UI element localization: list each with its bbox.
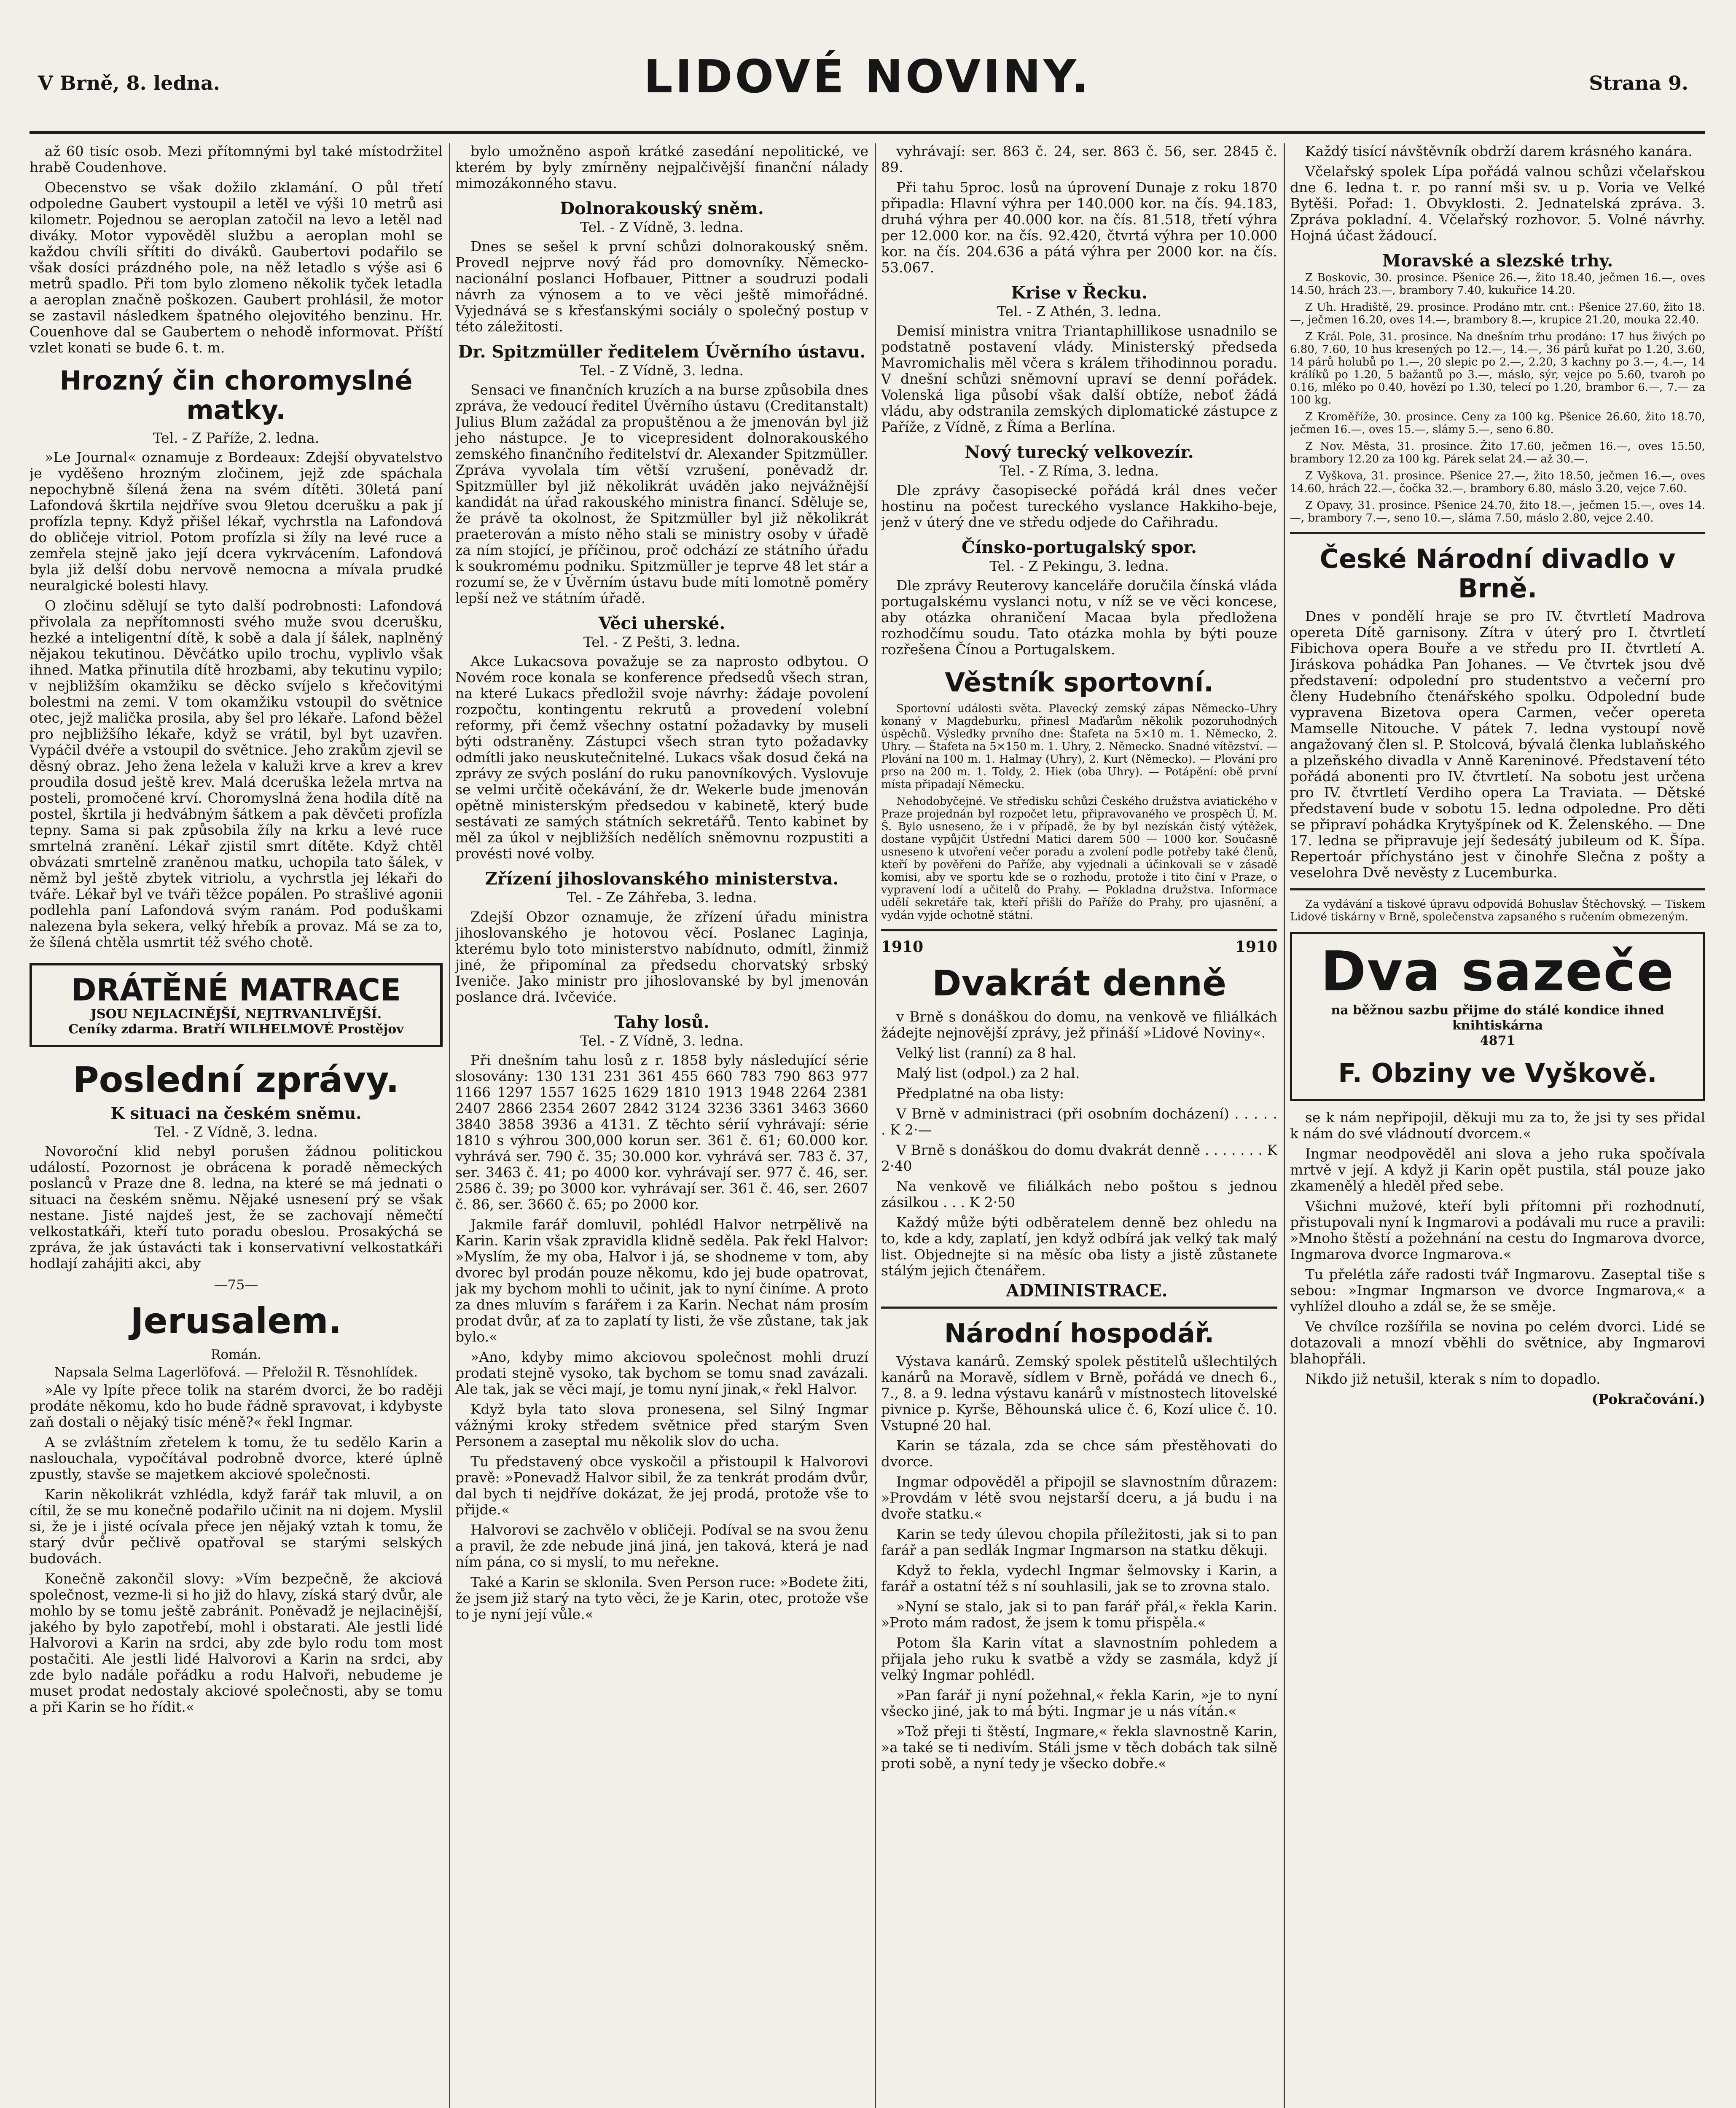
china-paragraph: Dle zprávy Reuterovy kanceláře doručila čínská vláda portugalskému vyslanci notu, v níž se ve věci koncese, aby otázka ohraničení Macaa byla předložena rozhodčímu soudu. Tato otázka mohla by býti pouze rozřešena Čínou a Portugalskem. — [881, 577, 1277, 658]
lottery-headline: Tahy losů. — [614, 1012, 709, 1032]
masthead — [30, 25, 1705, 134]
sport-paragraph: Sportovní události světa. Plavecký zemský zápas Německo–Uhry konaný v Magdeburku, přinesl Maďarům několik pozoruhodných úspěchů. Výsledky prvního dne: Štafeta na 5×10 m. 1. Německo, 2. Uhry. — Štafeta na 5×150 m. 1. Uhry, 2. Německo. Snadné vítězství. — Plování na 100 m. 1. Halmay (Uhry), 2. Kurt (Německo). — Plování pro prso na 200 m. 1. Toldy, 2. Hiek (oba Uhry). — Potápění: obě první místa připadají Německu. — [881, 702, 1277, 791]
subscription-line: Předplatné na oba listy: — [896, 1085, 1064, 1102]
politics-paragraph: bylo umožněno aspoň krátké zasedání nepolitické, ve kterém by byly zmírněny nejpalčivější finanční nálady mimozákonného stavu. — [455, 143, 868, 191]
administration-signature: ADMINISTRACE. — [1006, 1281, 1168, 1301]
china-headline: Čínsko-portugalský spor. — [962, 538, 1197, 557]
hungary-headline: Věci uherské. — [598, 613, 726, 633]
economy-headline: Národní hospodář. — [944, 1318, 1215, 1349]
latest-news-subheadline: K situaci na českém sněmu. — [110, 1104, 362, 1123]
turkey-headline: Nový turecký velkovezír. — [965, 442, 1194, 462]
ad-headline: Dva sazeče — [1320, 939, 1675, 1003]
section-rule — [1290, 888, 1705, 890]
market-report: Z Vyškova, 31. prosince. Pšenice 27.—, žito 18.50, ječmen 16.—, oves 14.60, hrách 22.—, čočka 32.—, brambory 6.80, máslo 3.20, vejce 7.60. — [1290, 470, 1705, 495]
ad-rule-top — [881, 929, 1277, 931]
china-dateline: Tel. - Z Pekingu, 3. ledna. — [989, 558, 1169, 574]
novel-paragraph: Potom šla Karin vítat a slavnostním pohledem a přijala jeho ruku k svatbě a vždy se zasmála, když jí velký Ingmar pohlédl. — [881, 1635, 1277, 1683]
novel-paragraph: Jakmile farář domluvil, pohlédl Halvor netrpělivě na Karin. Karin však zpravidla klidně seděla. Pak řekl Halvor: »Myslím, že my oba, Halvor i já, se shodneme v tom, aby dvorec byl prodán pouze někomu, kdo jej bude opatrovat, jak my bychom mohli to učinit, jak to nyní činíme. A proto za dnes mluvím s farářem i za Karin. Nechat nám prosím prodat dvůr, ať za to zaplatí ty listi, že vše zůstane, tak jak bylo.« — [455, 1216, 868, 1345]
greece-headline: Krise v Řecku. — [1011, 283, 1147, 303]
ad-year-left: 1910 — [881, 938, 924, 956]
sport-headline: Věstník sportovní. — [945, 667, 1214, 698]
novel-paragraph: Halvorovi se zachvělo v obličeji. Podíval se na svou ženu a pravil, že zde nebude jiná jiná, jen taková, která je nad ním pána, co si myslí, to mu neřekne. — [455, 1522, 868, 1570]
market-report: Z Opavy, 31. prosince. Pšenice 24.70, žito 18.—, ječmen 15.—, oves 14.—, brambory 7.—, seno 10.—, sláma 7.50, máslo 2.80, vejce 2.40. — [1290, 499, 1705, 524]
serial-number: —75— — [214, 1277, 258, 1293]
typesetter-advertisement — [1290, 932, 1705, 1101]
crime-paragraph: »Le Journal« oznamuje z Bordeaux: Zdejší obyvatelstvo je vyděšeno hrozným zločinem, jejž zde spáchala nepochybně šílená žena na svém dítěti. 30letá paní Lafondová škrtila nejdříve svou 9letou dcerušku a pak jí profízla tepny. Když přišel lékař, vychrstla na Lafondová do obličeje vitriol. Potom profízla si žíly na levé ruce a zemřela stejně jako její dcera vykrvácením. Lafondová byla již delší dobu nervově nemocna a mívala prudké neuralgické bolesti hlavy. — [30, 449, 443, 594]
subscription-paragraph: Každý může býti odběratelem denně bez ohledu na to, kde a kdy, zaplatí, jen když odbírá jak velký tak malý list. Objednejte si na měsíc oba listy a jistě zůstanete stálým jejich čtenářem. — [881, 1214, 1277, 1279]
lower-austria-headline: Dolnorakouský sněm. — [560, 199, 764, 218]
column-divider — [449, 143, 450, 2108]
novel-paragraph: Ingmar neodpověděl ani slova a jeho ruka spočívala mrtvě v její. A když ji Karin opět pustila, stál pouze jako zkamenělý a hleděl před sebe. — [1290, 1145, 1705, 1194]
mattress-advertisement — [30, 963, 443, 1047]
novel-paragraph: Když to řekla, vydechl Ingmar šelmovsky i Karin, a farář a ostatní též s ní souhlasili, jak se to zrovna stalo. — [881, 1562, 1277, 1594]
novel-author: Napsala Selma Lagerlöfová. — Přeložil R. Těsnohlídek. — [54, 1365, 418, 1380]
aviation-paragraph: až 60 tisíc osob. Mezi přítomnými byl také místodržitel hrabě Coudenhove. — [30, 143, 443, 175]
issue-date: V Brně, 8. ledna. — [38, 72, 220, 94]
ad-years — [881, 939, 1277, 955]
crime-headline: Hrozný čin choromyslné matky. — [59, 365, 413, 425]
subscription-line: Malý list (odpol.) za 2 hal. — [896, 1065, 1080, 1081]
greece-paragraph: Demisí ministra vnitra Triantaphillikose usnadnilo se podstatně postavení vlády. Ministerský předseda Mavromichalis měl včera s králem třihodinnou poradu. V dnešní schůzi sněmovní upraví se denní pořádek. Volenská liga působí však další obtíže, neboť žádá vládu, aby odstranila zemských diplomatické zástupce z Paříže, z Vídně, z Říma a Berlína. — [881, 323, 1277, 435]
market-report: Z Boskovic, 30. prosince. Pšenice 26.—, žito 18.40, ječmen 16.—, oves 14.50, hrách 23.—, brambory 7.40, kukuřice 14.20. — [1290, 272, 1705, 297]
market-report: Z Nov. Města, 31. prosince. Žito 17.60, ječmen 16.—, oves 15.50, brambory 12.20 za 100 kg. Párek selat 24.— až 30.—. — [1290, 440, 1705, 465]
ad-title: DRÁTĚNÉ MATRACE — [71, 972, 401, 1008]
ad-year-right: 1910 — [1235, 938, 1277, 956]
spitzmuller-headline: Dr. Spitzmüller ředitelem Úvěrního ústavu. — [458, 342, 866, 362]
novel-paragraph: »Ano, kdyby mimo akciovou společnost mohli druzí prodati stejně vysoko, tak bychom se tomu snad zavázali. Ale tak, jak se věci mají, je tomu nyní jinak,« řekl Halvor. — [455, 1349, 868, 1397]
novel-paragraph: Karin se tedy úlevou chopila příležitosti, jak si to pan farář a pan sedlák Ingmar Ingmarson na statku děkuji. — [881, 1526, 1277, 1558]
lottery-dateline: Tel. - Z Vídně, 3. ledna. — [580, 1032, 744, 1049]
novel-paragraph: Tu představený obce vyskočil a přistoupil k Halvorovi pravě: »Ponevadž Halvor sibil, že za tenkrát prodám dvůr, dal bych ti nejdříve dokázat, že jej prodá, protože vše to přijde.« — [455, 1453, 868, 1518]
novel-paragraph: Všichni mužové, kteří byli přítomni při rozhodnutí, přistupovali nyní k Ingmarovi a podávali mu ruce a pravili: »Mnoho štěstí a požehnání na cestu do Ingmarova dvorce, Ingmarova dvorce Ingmarova.« — [1290, 1198, 1705, 1262]
subscription-paragraph: v Brně s donáškou do domu, na venkově ve filiálkách žádejte nejnovější zprávy, jež přináší »Lidové Noviny«. — [881, 1008, 1277, 1041]
lottery-results-paragraph: Při tahu 5proc. losů na úprovení Dunaje z roku 1870 připadla: Hlavní výhra per 140.000 kor. na čís. 94.183, druhá výhra per 40.000 kor. na čís. 81.518, třetí výhra per 12.000 kor. na čís. 92.420, čtvrtá výhra per 10.000 kor. na čís. 204.636 a pátá výhra per 2000 kor. na čís. 53.067. — [881, 179, 1277, 276]
subscription-line: V Brně s donáškou do domu dvakrát denně . . . . . . . K 2·40 — [881, 1142, 1277, 1174]
canary-paragraph: Každý tisící návštěvník obdrží darem krásného kanára. — [1305, 143, 1693, 159]
beekeeping-paragraph: Včelařský spolek Lípa pořádá valnou schůzi včelařskou dne 6. ledna t. r. po ranní mši sv. u p. Voria ve Velké Bytěši. Pořad: 1. Obvyklosti. 2. Jednatelská zpráva. 3. Zpráva pokladní. 4. Včelařský rozhovor. 5. Volné návrhy. Hojná účast žádoucí. — [1290, 163, 1705, 244]
sport-paragraph: Nehodobyčejné. Ve středisku schůzi Českého družstva aviatického v Praze projednán byl rozpočet letu, připravovaného ve prospěch Ú. M. Š. Bylo usneseno, že i v případě, že by byl nezískán čistý výtěžek, dostane vypůjčit Ústřední Matici darem 500 — 1000 kor. Současně usneseno k utvoření večer poradu a zvolení podle potřeby také členů, kteří by pověřeni do Paříže, aby vyjednali a účinkovali se v zásadě komisi, aby ve sportu kde se o rozhodu, protože i tito činí v Praze, o vypravení lodí a učitelů do Prahy. — Pokladna družstva. Informace udělí sekretáře tak, kteří přišli do Paříže do Prahy, pro ujasnění, a vydán vyjde ochotně státní. — [881, 795, 1277, 922]
crime-dateline: Tel. - Z Paříže, 2. ledna. — [153, 430, 320, 446]
ministry-headline: Zřízení jihoslovanského ministerstva. — [485, 869, 839, 889]
ad-number: 4871 — [1480, 1033, 1516, 1048]
ministry-paragraph: Zdejší Obzor oznamuje, že zřízení úřadu ministra jihoslovanského je hotovou věcí. Poslanec Laginja, kterému bylo toto ministerstvo nabídnuto, odmítl, žinmiž jiné, že připomínal za předsedu chorvatský srbský Iveniče. Jako ministr pro jihoslovanské by byl jmenován poslance drá. Ivčeviće. — [455, 909, 868, 1005]
novel-paragraph: Ve chvílce rozšířila se novina po celém dvorci. Lidé se dotazovali a mnozí vběhli do světnice, aby Ingmarovi blahopřáli. — [1290, 1318, 1705, 1367]
latest-news-paragraph: Novoroční klid nebyl porušen žádnou politickou událostí. Pozornost je obrácena k poradě německých poslanců v Praze dne 8. ledna, na které se má jednati o situaci na českém sněmu. Nějaké usnesení prý se však nestane. Jisté najdeš jest, že se zachovají němečtí velkostatkáři, kteří tuto poradu obeslou. Prosakýchá se zpráva, že jak ústavácti tak i konservativní velkostatkáři hodlají zahájiti akci, aby — [30, 1143, 443, 1272]
column-4 — [1290, 143, 1705, 2108]
subscription-line: Na venkově ve filiálkách nebo poštou s jednou zásilkou . . . K 2·50 — [881, 1178, 1277, 1210]
ad-company: F. Obziny ve Vyškově. — [1338, 1058, 1657, 1089]
novel-paragraph: »Nyní se stalo, jak si to pan farář přál,« řekla Karin. »Proto mám radost, že jsem k tomu přispěla.« — [881, 1598, 1277, 1631]
ad-contact: Ceníky zdarma. Bratří WILHELMOVÉ Prostějov — [68, 1022, 404, 1037]
ad-rule-bottom — [881, 1307, 1277, 1309]
column-1 — [30, 143, 443, 2108]
lower-austria-paragraph: Dnes se sešel k první schůzi dolnorakouský sněm. Provedl nejprve nový řád pro domovníky. Německo-nacionální poslanci Hofbauer, Pittner a soudruzi podali návrh za výnosem a to ve věci ještě mimořádné. Vyjednává se s křesťanskými sociály o společný postup v této záležitosti. — [455, 238, 868, 335]
spitzmuller-paragraph: Sensaci ve finančních kruzích a na burse způsobila dnes zpráva, že vedoucí ředitel Úvěrního ústavu (Creditanstalt) Julius Blum zažádal za propuštěnou a že jmenován byl již jeho nástupce. Je to vicepresident dolnorakouského zemského finančního ředitelství dr. Alexander Spitzmüller. Zpráva vyvolala tím větší vzrušení, poněvadž dr. Spitzmüller byl již několikrát uváděn jako nejvážnější kandidát na úřad rakouského ministra financí. Sděluje se, že právě ta okolnost, že Spitzmüller byl již několikrát praeterován a místo něho stali se ministry osoby v úřadě za ním stojící, je příčinou, proč odchází ze státního úřadu k soukromému podniku. Spitzmüller je teprve 48 let stár a rozumí se, že v Úvěrním ústavu bude míti lomotně poměry lepší než ve státním úřadě. — [455, 382, 868, 606]
novel-paragraph: A se zvláštním zřetelem k tomu, že tu sedělo Karin a naslouchala, vypočítával podrobně dvorce, které úplně zpustly, stavše se majetkem akciové společnosti. — [30, 1434, 443, 1482]
crime-paragraph: O zločinu sdělují se tyto další podrobnosti: Lafondová přivolala za nepřítomnosti svého muže svou dcerušku, hezké a inteligentní dítě, k sobě a dala jí šálek, naplněný nějakou tekutinou. Děvčátko upilo trochu, vyplivlo však ihned. Matka přinutila dítě hrozbami, aby tekutinu vypilo; v nejbližším okamžiku se děcko svíjelo s křečovitými bolestmi na zemi. V tom okamžiku vstoupil do světnice otec, jejž malička prosila, aby šel pro lékaře. Lafond běžel pro nejbližšího lékaře, když se vrátil, byl byt uzavřen. Vypáčil dvéře a vstoupil do světnice. Jeho zrakům zjevil se děsný obraz. Jeho žena ležela v kaluži krve a krev a krev proudila dosud ještě krev. Malá dceruška ležela mrtva na posteli, promočené krví. Choromyslná žena hodila dítě na postel, škrtila ji hedvábným šátkem a pak děvčeti profízla tepny. Sama si pak způsobila žíly na krku a levé ruce smrtelná zranění. Lékař zjistil smrt dítěte. Když chtěl obvázati smrtelně zraněnou matku, uchopila tato šálek, v němž byl ještě zbytek vitriolu, a vychrstla jej lékaři do tváře. Lékař byl ve tváři těžce popálen. Po strašlivé agonii podlehla paní Lafondová svým ranám. Pod poduškami nalezena byla sekera, velký hřebík a provaz. Má se za to, že šílená chtěla usmrtit též svého chotě. — [30, 597, 443, 950]
aviation-paragraph: Obecenstvo se však dožilo zklamání. O půl třetí odpoledne Gaubert vystoupil a letěl ve výši 10 metrů asi kilometr. Pojednou se aeroplan zatočil na levo a letěl nad diváky. Motor vypověděl službu a aeroplan mohl se každou chvíli sřítiti do diváků. Gaubertovi podařilo se však dosíci prázdného pole, na něž letadlo s výše asi 6 metrů spadlo. Při tom bylo zlomeno několik tyček letadla a aeroplan značně poškozen. Gaubert prohlásil, že motor se zastavil následkem špatného olejovitého benzinu. Hr. Couenhove dal se Gaubertem o nehodě informovat. Příští vzlet konati se bude 6. t. m. — [30, 179, 443, 356]
newspaper-title: LIDOVÉ NOVINY. — [643, 51, 1091, 103]
novel-paragraph: »Tož přeji ti štěstí, Ingmare,« řekla slavnostně Karin, »a také se ti nedivím. Stáli jsme v těch dobách tak silně proti sobě, a nyní tedy je všecko dobře.« — [881, 1723, 1277, 1772]
ministry-dateline: Tel. - Ze Záhřeba, 3. ledna. — [567, 889, 757, 906]
market-report: Z Uh. Hradiště, 29. prosince. Prodáno mtr. cnt.: Pšenice 27.60, žito 18.—, ječmen 16.20, oves 14.—, brambory 8.—, krupice 21.20, mouka 22.40. — [1290, 301, 1705, 326]
novel-paragraph: Karin se tázala, zda se chce sám přestěhovati do dvorce. — [881, 1437, 1277, 1470]
turkey-dateline: Tel. - Z Ríma, 3. ledna. — [1000, 462, 1159, 479]
economy-paragraph: Výstava kanárů. Zemský spolek pěstitelů ušlechtilých kanárů na Moravě, sídlem v Brně, pořádá ve dnech 6., 7., 8. a 9. ledna výstavu kanárů v místnostech litovelské pivnice p. Kyrše, Běhounská ulice č. 6, Kozí ulice č. 10. Vstupné 20 hal. — [881, 1353, 1277, 1433]
spitzmuller-dateline: Tel. - Z Vídně, 3. ledna. — [580, 362, 744, 379]
turkey-paragraph: Dle zprávy časopisecké pořádá král dnes večer hostinu na počest tureckého vyslance Hakkiho-beje, jenž v úterý dne ve středu odjede do Cařihradu. — [881, 482, 1277, 530]
latest-news-dateline: Tel. - Z Vídně, 3. ledna. — [154, 1124, 318, 1140]
theatre-headline: České Národní divadlo v Brně. — [1319, 543, 1676, 604]
novel-paragraph: »Ale vy lpíte přece tolik na starém dvorci, že bo raději prodáte někomu, kdo ho bude řádně spravovat, i kdybyste zaň dostali o nějaký tisíc méně?« řekl Ingmar. — [30, 1382, 443, 1430]
newspaper-page — [30, 25, 1705, 2108]
column-divider — [875, 143, 876, 2108]
novel-genre: Román. — [211, 1347, 261, 1362]
greece-dateline: Tel. - Z Athén, 3. ledna. — [997, 303, 1161, 320]
column-3 — [881, 143, 1277, 2108]
novel-paragraph: Konečně zakončil slovy: »Vím bezpečně, že akciová společnost, vezme-li si ho již do hlavy, získá starý dvůr, ale mohlo by se tomu ještě zabránit. Poněvadž je nejlacinější, jakého by bylo zapotřebí, mohl i obstarati. Ale jestli lidé Halvorovi a Karin na srdci, aby zde bylo rodu tom most postačiti. Ale jestli lidé Halvorovi a Karin na srdci, aby zde bylo nadále pořádku a rodu Halvoři, nebudeme je muset prodat nedostaly akciové společnosti, aby se tomu a při Karin se ho řídit.« — [30, 1570, 443, 1715]
page-number: Strana 9. — [1589, 72, 1688, 94]
imprint: Za vydávání a tiskové úpravu odpovídá Bohuslav Štěchovský. — Tiskem Lidové tiskárny v Brně, společenstva zapsaného s ručením obmezeným. — [1290, 898, 1705, 923]
market-report: Z Kroměříže, 30. prosince. Ceny za 100 kg. Pšenice 26.60, žito 18.70, ječmen 16.—, oves 15.—, slámy 5.—, seno 6.80. — [1290, 411, 1705, 436]
ad-text: na běžnou sazbu přijme do stálé kondice ihned knihtiskárna — [1331, 1003, 1664, 1033]
novel-paragraph: Také a Karin se sklonila. Sven Person ruce: »Bodete žiti, že jsem již starý na tyto věci, že je Karin, otec, protože vše to je nyní její vůle.« — [455, 1574, 868, 1622]
latest-news-headline: Poslední zprávy. — [73, 1059, 399, 1100]
novel-paragraph: Karin několikrát vzhlédla, když farář tak mluvil, a on cítil, že se mu konečně podařilo učinit na ni dojem. Myslil si, že je i jisté ocívala přece jen nějaký vztah k tomu, že starý dvůr pečlivě opatřoval se starými selských budovách. — [30, 1486, 443, 1567]
lottery-paragraph: Při dnešním tahu losů z r. 1858 byly následující série slosovány: 130 131 231 361 455 660 783 790 863 977 1166 1297 1557 1625 1629 1810 1913 1948 2264 2381 2407 2866 2354 2607 2842 3124 3236 3361 3463 3660 3840 3858 3936 a 4131. Z těchto sérií vyhrávají: série 1810 s výhrou 300,000 korun ser. 361 č. 61; 60.000 kor. vyhrává ser. 790 č. 35; 30.000 kor. vyhrává ser. 783 č. 37, ser. 3463 č. 41; po 4000 kor. vyhrávají ser. 977 č. 46, ser. 2586 č. 39; po 3000 kor. vyhrávají ser. 361 č. 46, ser. 2607 č. 86, ser. 3660 č. 65; po 2000 kor. — [455, 1052, 868, 1213]
hungary-paragraph: Akce Lukacsova považuje se za naprosto odbytou. O Novém roce konala se konference předsedů všech stran, na které Lukacs předložil svoje návrhy: žádaje povolení rozpočtu, kontingentu rekrutů a provedení volební reformy, při čemž všechny ostatní požadavky by museli býti odstraněny. Zástupci všech stran tyto požadavky odmítli jako neuskutečnitelné. Lukacs však dosud čeká na zprávy ze svých poslání do ruku panovníkových. Vyslovuje se velmi určitě očekávání, že dr. Wekerle bude jmenován opětně ministerským předsedou v kabinetě, který bude sestávati ze samých státních sekretářů. Tento kabinet by měl za úkol v nejbližších nedělích sněmovnu rozpustiti a provésti nové volby. — [455, 653, 868, 862]
novel-paragraph: Nikdo již netušil, kterak s ním to dopadlo. — [1305, 1371, 1601, 1387]
novel-paragraph: Tu přelétla záře radosti tvář Ingmarovu. Zaseptal tiše s sebou: »Ingmar Ingmarson ve dvorce Ingmarova,« a vyhlížel dlouho a zdál se, že se směje. — [1290, 1266, 1705, 1315]
theatre-paragraph: Dnes v pondělí hraje se pro IV. čtvrtletí Madrova opereta Dítě garnisony. Zítra v úterý pro I. čtvrtletí Fibichova opera Bouře a ve středu pro II. čtvrtletí A. Jiráskova pohádka Pan Johanes. — Ve čtvrtek jsou dvě představení: odpolední pro studentstvo a večerní pro členy Hudebního čtenářského spolku. Odpolední bude vypravena Bizetova opera Carmen, večer opereta Mamselle Nitouche. V pátek 7. ledna vystoupí nově angažovaný člen sl. P. Stolcová, bývalá členka lublaňského a plzeňského divadla v Anně Kareninové. Představení této pořádá abonenti pro IV. čtvrtletí. Na sobotu jest určena pro IV. čtvrtletí Verdiho opera La Traviata. — Dětské představení bude v sobotu 15. ledna odpoledne. Pro děti se připraví pohádka Krytyšpínek od K. Želenského. — Dne 17. ledna se připravuje její šedesátý jubileum od K. Šípa. Repertoár příchystáno jest v činohře Slečna z pošty a veselohra Dvě nevěsty z Lucemburka. — [1290, 608, 1705, 881]
column-divider — [1284, 143, 1285, 2108]
markets-headline: Moravské a slezské trhy. — [1382, 251, 1613, 271]
novel-title: Jerusalem. — [130, 1300, 342, 1342]
column-2 — [455, 143, 868, 2108]
section-rule — [1290, 532, 1705, 534]
novel-paragraph: Ingmar odpověděl a připojil se slavnostním důrazem: »Provdám v létě svou nejstarší dceru, a já budu i na dvoře statku.« — [881, 1473, 1277, 1522]
hungary-dateline: Tel. - Z Pešti, 3. ledna. — [583, 634, 741, 650]
twice-daily-headline: Dvakrát denně — [932, 963, 1227, 1004]
novel-paragraph: »Pan farář ji nyní požehnal,« řekla Karin, »je to nyní všecko jiné, jak to má býti. Ingmar je u nás vítán.« — [881, 1687, 1277, 1719]
market-report: Z Král. Pole, 31. prosince. Na dnešním trhu prodáno: 17 hus živých po 6.80, 7.60, 10 hus kresených po 12.—, 14.—, 36 párů kuřat po 1.20, 3.60, 14 párů holubů po 1.—, 20 slepic po 2.—, 2.20, 3 kachny po 3.—, 4.—, 14 králíků po 1.20, 5 bažantů po 3.—, máslo, sýr, vejce po 5.60, tvaroh po 0.16, mléko po 0.40, hovězí po 1.30, telecí po 1.20, brambor 6.—, 7.— za 100 kg. — [1290, 331, 1705, 406]
lower-austria-dateline: Tel. - Z Vídně, 3. ledna. — [580, 219, 744, 235]
novel-paragraph: se k nám nepřipojil, děkuji mu za to, že jsi ty ses přidal k nám do své vládnoutí dvorcem.« — [1290, 1109, 1705, 1142]
subscription-line: V Brně v administraci (při osobním docházení) . . . . . . K 2·— — [881, 1105, 1277, 1138]
subscription-line: Velký list (ranní) za 8 hal. — [896, 1045, 1077, 1061]
ad-slogan: JSOU NEJLACINĚJŠÍ, NEJTRVANLIVĚJŠÍ. — [90, 1007, 382, 1022]
lottery-results-paragraph: vyhrávají: ser. 863 č. 24, ser. 863 č. 56, ser. 2845 č. 89. — [881, 143, 1277, 175]
continuation-note: (Pokračování.) — [1591, 1391, 1705, 1407]
novel-paragraph: Když byla tato slova pronesena, sel Silný Ingmar vážnými kroky středem světnice před starým Sven Personem a zaseptal mu několik slov do ucha. — [455, 1401, 868, 1449]
